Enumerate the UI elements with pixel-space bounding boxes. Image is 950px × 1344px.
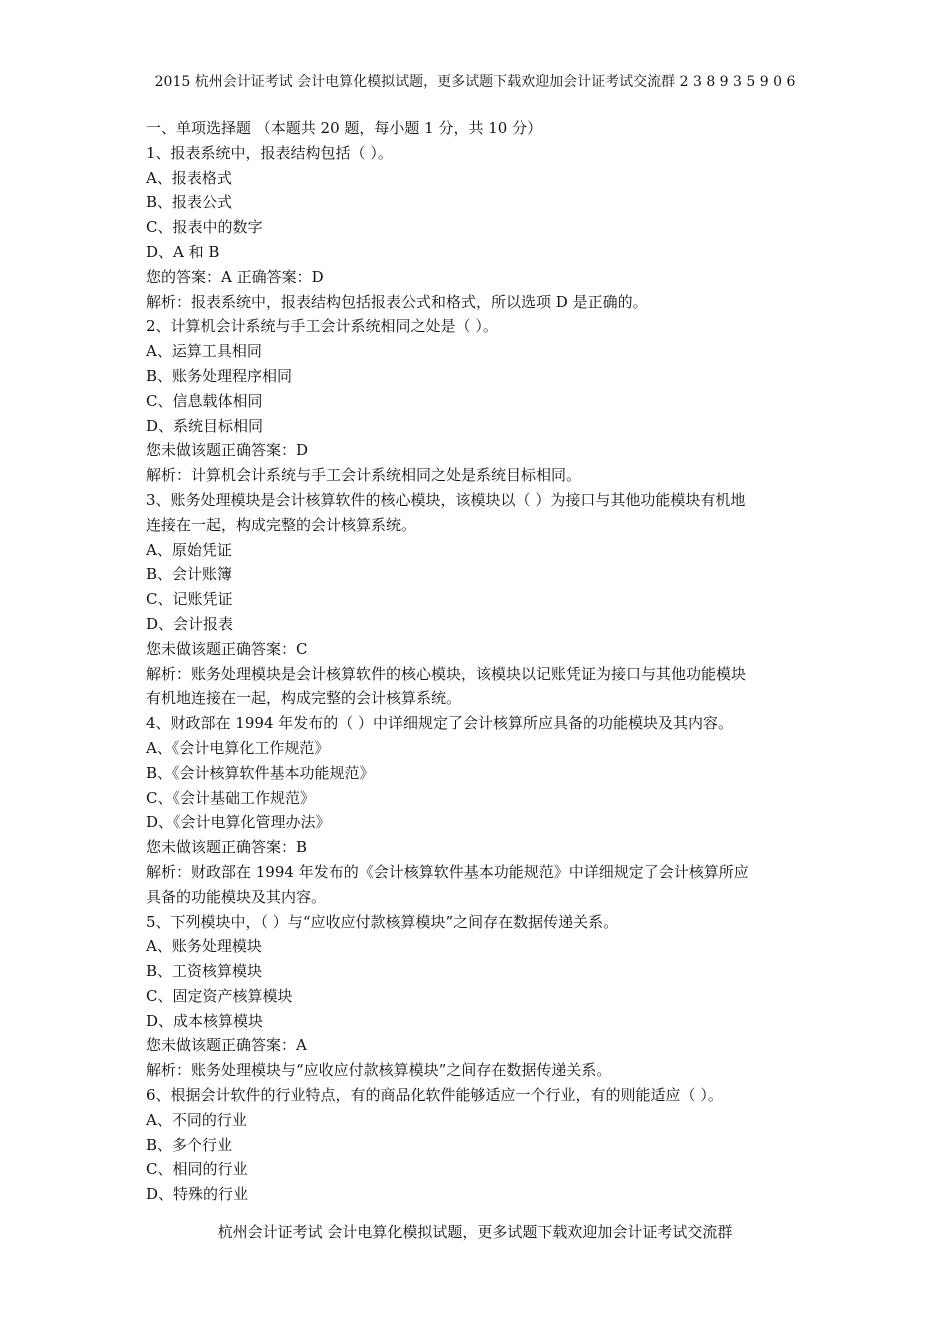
option-c: C、固定资产核算模块 [146,986,293,1005]
option-b: B、会计账簿 [146,565,233,584]
page-header: 2015 杭州会计证考试 会计电算化模拟试题，更多试题下载欢迎加会计证考试交流群 2 3 8 9 3 5 9 0 6 [154,74,796,90]
question-stem: 5、下列模块中，（ ）与“应收应付款核算模块”之间存在数据传递关系。 [146,912,619,931]
analysis-line: 解析：计算机会计系统与手工会计系统相同之处是系统目标相同。 [146,466,582,485]
option-c: C、记账凭证 [146,590,233,609]
option-d: D、会计报表 [146,614,234,633]
page-footer: 杭州会计证考试 会计电算化模拟试题，更多试题下载欢迎加会计证考试交流群 [217,1223,733,1241]
analysis-line: 解析：报表系统中，报表结构包括报表公式和格式，所以选项 D 是正确的。 [146,292,648,311]
analysis-line-continued: 有机地连接在一起，构成完整的会计核算系统。 [146,689,462,708]
question-1 [146,141,814,315]
option-d: D、成本核算模块 [146,1011,264,1030]
analysis-line: 解析：账务处理模块是会计核算软件的核心模块，该模块以记账凭证为接口与其他功能模块 [146,664,747,683]
option-a: A、运算工具相同 [146,342,262,361]
question-stem-continued: 连接在一起，构成完整的会计核算系统。 [146,515,417,534]
question-5 [146,910,814,1084]
option-a: A、不同的行业 [146,1110,247,1129]
document-body [146,116,814,1207]
analysis-line-continued: 具备的功能模块及其内容。 [146,887,327,906]
option-b: B、工资核算模块 [146,962,263,981]
option-b: B、报表公式 [146,193,233,212]
question-2 [146,314,814,488]
analysis-line: 解析：账务处理模块与“应收应付款核算模块”之间存在数据传递关系。 [146,1061,612,1080]
answer-line: 您的答案：A 正确答案：D [146,267,324,286]
analysis-line: 解析：财政部在 1994 年发布的《会计核算软件基本功能规范》中详细规定了会计核算所应 [146,862,749,881]
option-b: B、账务处理程序相同 [146,366,293,385]
option-d: D、A 和 B [146,242,220,261]
question-3 [146,488,814,711]
option-a: A、账务处理模块 [146,937,262,956]
option-a: A、《会计电算化工作规范》 [146,738,330,757]
question-stem: 1、报表系统中，报表结构包括（ ）。 [146,143,393,162]
option-c: C、《会计基础工作规范》 [146,788,315,807]
answer-line: 您未做该题正确答案：B [146,838,308,857]
option-c: C、信息载体相同 [146,391,263,410]
option-b: B、《会计核算软件基本功能规范》 [146,763,375,782]
question-stem: 4、财政部在 1994 年发布的（ ）中详细规定了会计核算所应具备的功能模块及其内容。 [146,714,734,733]
question-4 [146,711,814,909]
question-stem: 6、根据会计软件的行业特点，有的商品化软件能够适应一个行业，有的则能适应（ ）。 [146,1086,723,1105]
answer-line: 您未做该题正确答案：D [146,441,309,460]
option-c: C、报表中的数字 [146,218,263,237]
answer-line: 您未做该题正确答案：C [146,639,308,658]
question-stem: 3、账务处理模块是会计核算软件的核心模块，该模块以（ ）为接口与其他功能模块有机地 [146,490,746,509]
option-d: D、特殊的行业 [146,1185,249,1204]
question-6 [146,1083,814,1207]
option-b: B、多个行业 [146,1135,233,1154]
option-a: A、报表格式 [146,168,232,187]
option-d: D、《会计电算化管理办法》 [146,813,331,832]
section-title: 一、单项选择题 （本题共 20 题，每小题 1 分，共 10 分） [146,119,543,137]
option-a: A、原始凭证 [146,540,232,559]
option-d: D、系统目标相同 [146,416,264,435]
answer-line: 您未做该题正确答案：A [146,1036,307,1055]
question-stem: 2、计算机会计系统与手工会计系统相同之处是（ ）。 [146,317,498,336]
option-c: C、相同的行业 [146,1160,248,1179]
